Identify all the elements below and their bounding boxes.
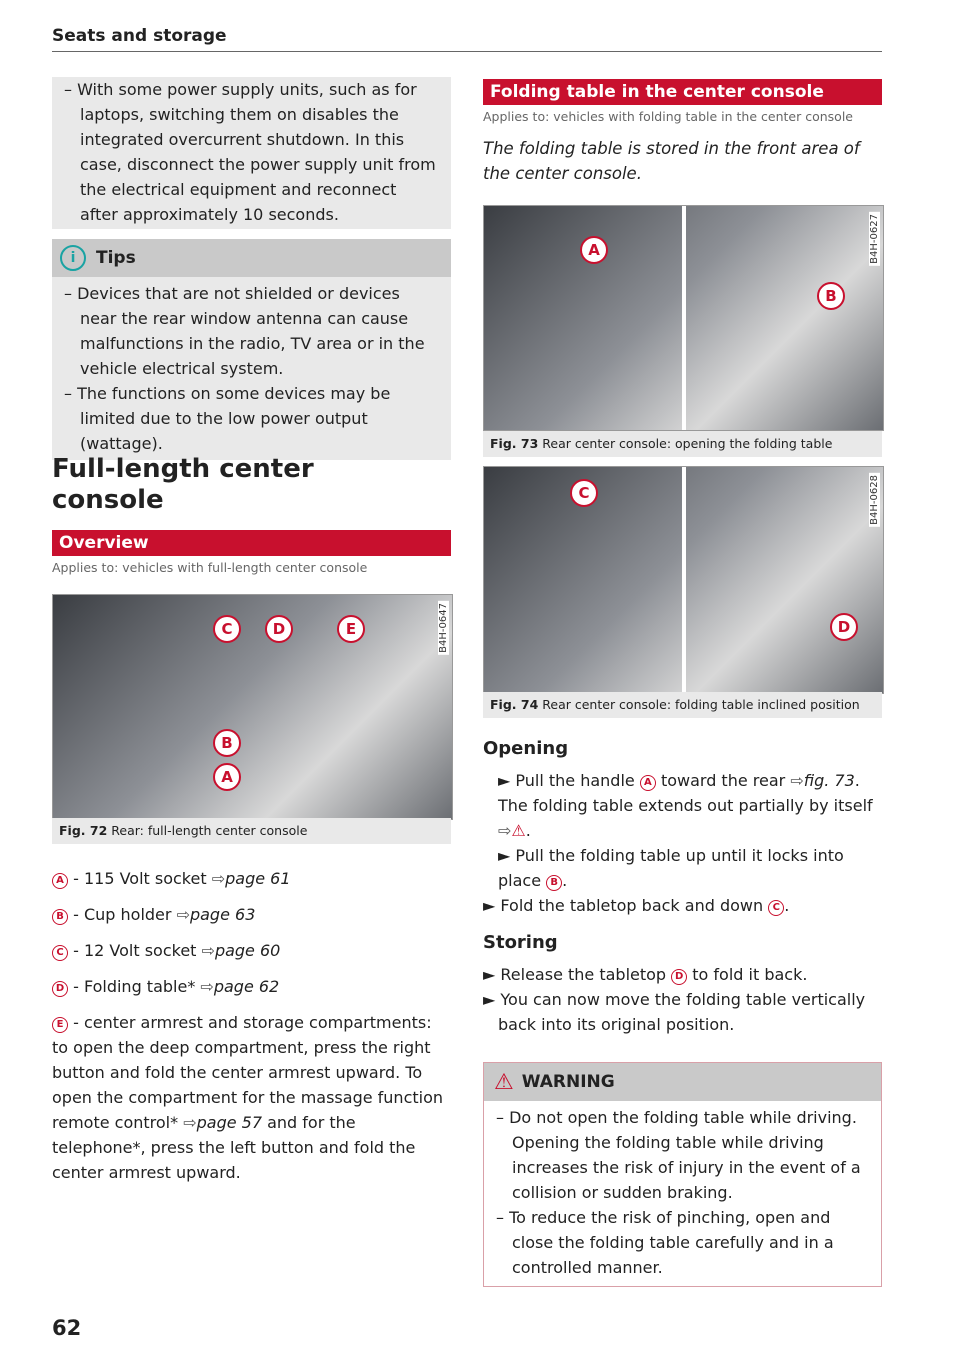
step: ► Pull the folding table up until it locks into place B . (498, 846, 844, 890)
callout-a: A (213, 763, 241, 791)
callout-d: D (830, 613, 858, 641)
caption-text: Rear: full-length center console (111, 823, 308, 838)
header-rule (52, 51, 882, 52)
figure-label: Fig. 72 (59, 823, 108, 838)
step-text: ► Pull the handle (498, 771, 635, 790)
callout-marker: E (52, 1017, 68, 1033)
intro-text: The folding table is stored in the front area of the center console. (483, 139, 860, 183)
note-box (52, 77, 451, 229)
figure-link[interactable]: fig. 73 (803, 771, 855, 790)
folding-table-section (483, 79, 882, 186)
page-link[interactable]: page 57 (196, 1113, 263, 1132)
section-header: Seats and storage (52, 26, 227, 46)
callout-marker: A (52, 873, 68, 889)
step: ► Fold the tabletop back and down C . (483, 896, 790, 915)
figure-code: B4H-0628 (869, 475, 880, 525)
callout-marker: C (52, 945, 68, 961)
callout-marker: A (640, 775, 656, 791)
callout-marker: B (546, 875, 562, 891)
figure-code: B4H-0627 (869, 214, 880, 264)
legend-list (52, 866, 451, 1185)
legend-text: - center armrest and storage compartments: to open the deep compartment, press the right button and fold the center armrest upward. To open the compartment for the massage function remote control* (52, 1013, 444, 1132)
page-number: 62 (52, 1316, 82, 1340)
opening-heading: Opening (483, 738, 569, 759)
step-text: ► Pull the folding table up until it locks into place (498, 846, 844, 890)
arrow-icon: ⇨ (211, 869, 226, 888)
figure-72-image (52, 594, 453, 820)
figure-73-image (483, 205, 884, 431)
legend-item (52, 1010, 451, 1185)
info-icon: i (60, 245, 86, 271)
legend-item (52, 902, 451, 927)
warning-header (484, 1063, 881, 1101)
step-text: ► Fold the tabletop back and down (483, 896, 764, 915)
warning-title: WARNING (521, 1072, 615, 1092)
step-text: toward the rear (660, 771, 786, 790)
instructions (483, 738, 882, 1037)
arrow-icon: ⇨ (201, 941, 215, 960)
callout-c: C (213, 615, 241, 643)
arrow-icon: ⇨ (200, 977, 214, 996)
overview-title: Overview (52, 530, 451, 556)
step-text: The folding table extends out partially by itself (498, 796, 873, 815)
callout-e: E (337, 615, 365, 643)
arrow-icon: ⇨ (176, 905, 190, 924)
section-heading: Full-length center console (52, 454, 314, 515)
figure-74-caption (483, 692, 882, 718)
tip-item: – Devices that are not shielded or devices near the rear window antenna can cause malfunctions in the radio, TV area or in the vehicle electrical system. (64, 284, 425, 378)
step-text: ► Release the tabletop (483, 965, 667, 984)
legend-text: - Cup holder (73, 905, 172, 924)
legend-item (52, 866, 451, 891)
overview-block (52, 530, 451, 575)
callout-d: D (265, 615, 293, 643)
figure-73-caption (483, 431, 882, 457)
page-link[interactable]: page 62 (213, 977, 280, 996)
page-link[interactable]: page 61 (225, 869, 291, 888)
callout-marker: B (52, 909, 68, 925)
warning-box (483, 1062, 882, 1287)
step: ► Pull the handle A toward the rear ⇨fig. 73. The folding table extends out partially by itself ⇨⚠. (498, 771, 873, 840)
applies-to: Applies to: vehicles with full-length center console (52, 560, 368, 575)
legend-text: and for the telephone*, press the left button and fold the center armrest upward. (52, 1113, 416, 1182)
legend-item (52, 974, 451, 999)
arrow-icon: ⇨ (183, 1113, 197, 1132)
warning-triangle-icon: ⚠ (494, 1069, 514, 1095)
tip-item: – The functions on some devices may be limited due to the low power output (wattage). (64, 384, 391, 453)
legend-text: - Folding table* (73, 977, 196, 996)
arrow-icon: ⇨ (498, 821, 512, 840)
callout-b: B (213, 729, 241, 757)
step-text: to fold it back. (692, 965, 808, 984)
figure-label: Fig. 73 (490, 436, 539, 451)
storing-heading: Storing (483, 932, 558, 953)
callout-b: B (817, 282, 845, 310)
caption-text: Rear center console: folding table inclined position (542, 697, 860, 712)
section-title: Folding table in the center console (483, 79, 882, 105)
figure-72-caption (52, 818, 451, 844)
callout-marker: D (671, 969, 687, 985)
callout-marker: C (768, 900, 784, 916)
page-link[interactable]: page 60 (214, 941, 281, 960)
warning-triangle-icon: ⚠ (511, 821, 526, 840)
note-text: – With some power supply units, such as for laptops, switching them on disables the integrated overcurrent shutdown. In this case, disconnect the power supply unit from the electrical equipment and reconnect after approximately 10 seconds. (64, 80, 436, 224)
warning-item: – To reduce the risk of pinching, open and close the folding table carefully and in a controlled manner. (496, 1208, 834, 1277)
figure-74-image (483, 466, 884, 694)
callout-c: C (570, 479, 598, 507)
page-link[interactable]: page 63 (189, 905, 256, 924)
callout-a: A (580, 236, 608, 264)
figure-code: B4H-0647 (438, 603, 449, 653)
arrow-icon: ⇨ (790, 771, 804, 790)
legend-text: - 12 Volt socket (73, 941, 197, 960)
legend-item (52, 938, 451, 963)
tips-title: Tips (96, 248, 136, 268)
callout-marker: D (52, 981, 68, 997)
figure-label: Fig. 74 (490, 697, 539, 712)
applies-to: Applies to: vehicles with folding table in the center console (483, 109, 853, 124)
step: ► You can now move the folding table vertically back into its original position. (483, 990, 866, 1034)
tips-box (52, 239, 451, 460)
step (483, 962, 882, 987)
caption-text: Rear center console: opening the folding table (542, 436, 833, 451)
legend-text: - 115 Volt socket (73, 869, 207, 888)
warning-item: – Do not open the folding table while driving. Opening the folding table while driving increases the risk of injury in the event of a collision or sudden braking. (496, 1108, 861, 1202)
tips-header (52, 239, 451, 277)
